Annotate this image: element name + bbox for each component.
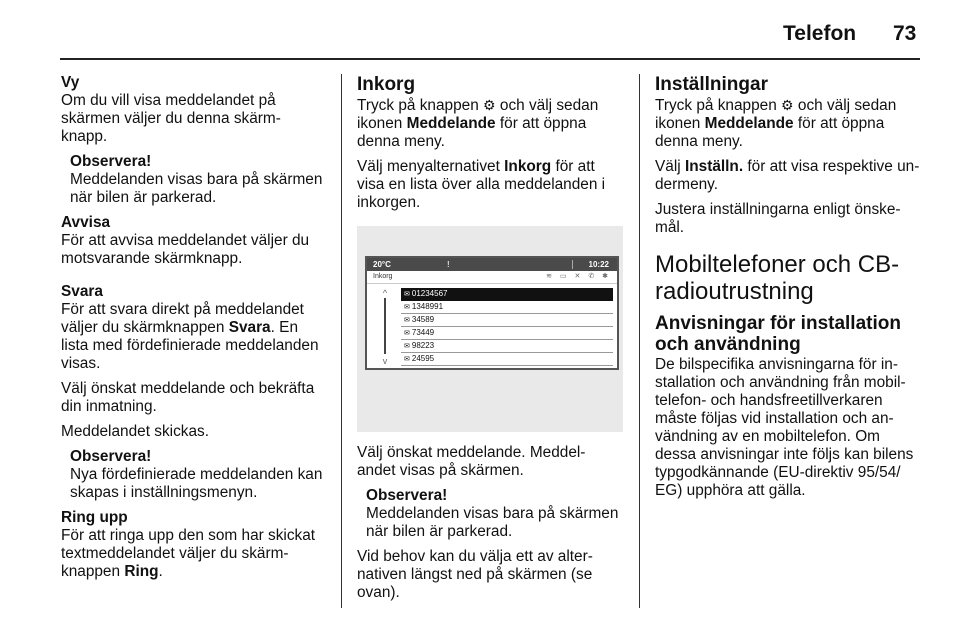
ring-heading: Ring upp [61, 509, 128, 526]
note-2-heading: Observera! [70, 448, 152, 465]
installation-text: De bilspecifika anvisningarna för in-stallation och användning från mobil-telefon- och handsfreetillverkaren måste följas vid installation och an-vändning av en mobiltelefon. Om dessa anvisningar inte följs kan bilens typgodkännande (EU-direktiv 95/54/ EG) upphöra att gälla. [655, 356, 914, 499]
sent-text: Meddelandet skickas. [61, 423, 209, 440]
section-heading: Mobiltelefoner och CB-radioutrustning [655, 251, 900, 305]
vy-heading: Vy [61, 74, 80, 91]
inkorg-p4: Vid behov kan du välja ett av alter-nativen längst ned på skärmen (se ovan). [357, 548, 593, 601]
column-1 [61, 74, 327, 588]
screen-scrollbar [379, 284, 391, 368]
page-title: Telefon [783, 22, 857, 45]
screen-clock: 10:22 [588, 260, 609, 269]
installningar-heading: Inställningar [655, 74, 768, 95]
ring-bold: Ring [124, 563, 159, 580]
envelope-icon: ✉ [404, 304, 410, 311]
note-1-text: Meddelanden visas bara på skärmen när bilen är parkerad. [70, 171, 323, 206]
inkorg-p2: Välj menyalternativet Inkorg för att visa en lista över alla meddelanden i inkorgen. [357, 158, 606, 211]
settings-icon: ⚙ [483, 97, 496, 113]
envelope-icon: ✉ [404, 330, 410, 337]
envelope-icon: ✉ [404, 343, 410, 350]
installningar-p1: Tryck på knappen ⚙ och välj sedan ikonen Meddelande för att öppna denna meny. [655, 97, 897, 150]
page-header [0, 0, 960, 60]
list-item: ✉ 98223 [401, 340, 613, 353]
settings-icon: ⚙ [781, 97, 794, 113]
message-list [401, 288, 613, 366]
note-1 [70, 153, 327, 207]
screen-illustration [357, 226, 623, 432]
header-rule [60, 58, 920, 60]
avvisa-heading: Avvisa [61, 214, 111, 231]
list-item: ✉ 24595 [401, 353, 613, 366]
column-divider-1 [341, 74, 342, 608]
svara-text: För att svara direkt på meddelandet väljer du skärmknappen Svara. En lista med fördefinierade meddelanden visas. [61, 301, 319, 372]
list-item: ✉ 1348991 [401, 301, 613, 314]
note-2 [70, 448, 327, 502]
select-text: Välj önskat meddelande och bekräfta din inmatning. [61, 380, 315, 415]
inkorg-heading: Inkorg [357, 74, 416, 95]
screen-title-bar [367, 271, 617, 284]
list-item: ✉ 01234567 [401, 288, 613, 301]
scroll-up-icon: ^ [382, 288, 388, 298]
avvisa-text: För att avvisa meddelandet väljer du motsvarande skärmknapp. [61, 232, 310, 267]
ring-text: För att ringa upp den som har skickat textmeddelandet väljer du skärm-knappen Ring. [61, 527, 316, 580]
screen-title: Inkorg [373, 273, 393, 280]
vy-text: Om du vill visa meddelandet på skärmen väljer du denna skärm-knapp. [61, 92, 281, 145]
envelope-icon: ✉ [404, 291, 410, 298]
envelope-icon: ✉ [404, 356, 410, 363]
screen-status-icons: ≋ ▭ ✕ ✆ ✱ [546, 273, 611, 280]
note-3-heading: Observera! [366, 487, 448, 504]
svara-heading: Svara [61, 283, 103, 300]
list-item: ✉ 34589 [401, 314, 613, 327]
sub-heading: Anvisningar för installation och användning [655, 313, 901, 355]
scroll-down-icon: v [382, 356, 388, 366]
svara-bold: Svara [228, 319, 271, 336]
installningar-p2: Välj Inställn. för att visa respektive un-dermeny. [655, 158, 920, 193]
note-2-text: Nya fördefinierade meddelanden kan skapas i inställningsmenyn. [70, 466, 323, 501]
note-3 [366, 487, 623, 541]
list-item: ✉ 73449 [401, 327, 613, 340]
note-3-text: Meddelanden visas bara på skärmen när bilen är parkerad. [366, 505, 619, 540]
screen-status-bar [367, 258, 617, 271]
column-divider-2 [639, 74, 640, 608]
screen-temperature: 20°C [373, 260, 391, 269]
inkorg-p3: Välj önskat meddelande. Meddel-andet visas på skärmen. [357, 444, 586, 479]
column-3 [655, 74, 921, 507]
screen-alert-icon: ! [447, 260, 450, 269]
page-number: 73 [893, 22, 917, 45]
infotainment-screen [365, 256, 619, 370]
inkorg-p1: Tryck på knappen ⚙ och välj sedan ikonen Meddelande för att öppna denna meny. [357, 97, 599, 150]
envelope-icon: ✉ [404, 317, 410, 324]
column-2 [357, 74, 623, 609]
installningar-p3: Justera inställningarna enligt önske-mål. [655, 201, 901, 236]
note-1-heading: Observera! [70, 153, 152, 170]
